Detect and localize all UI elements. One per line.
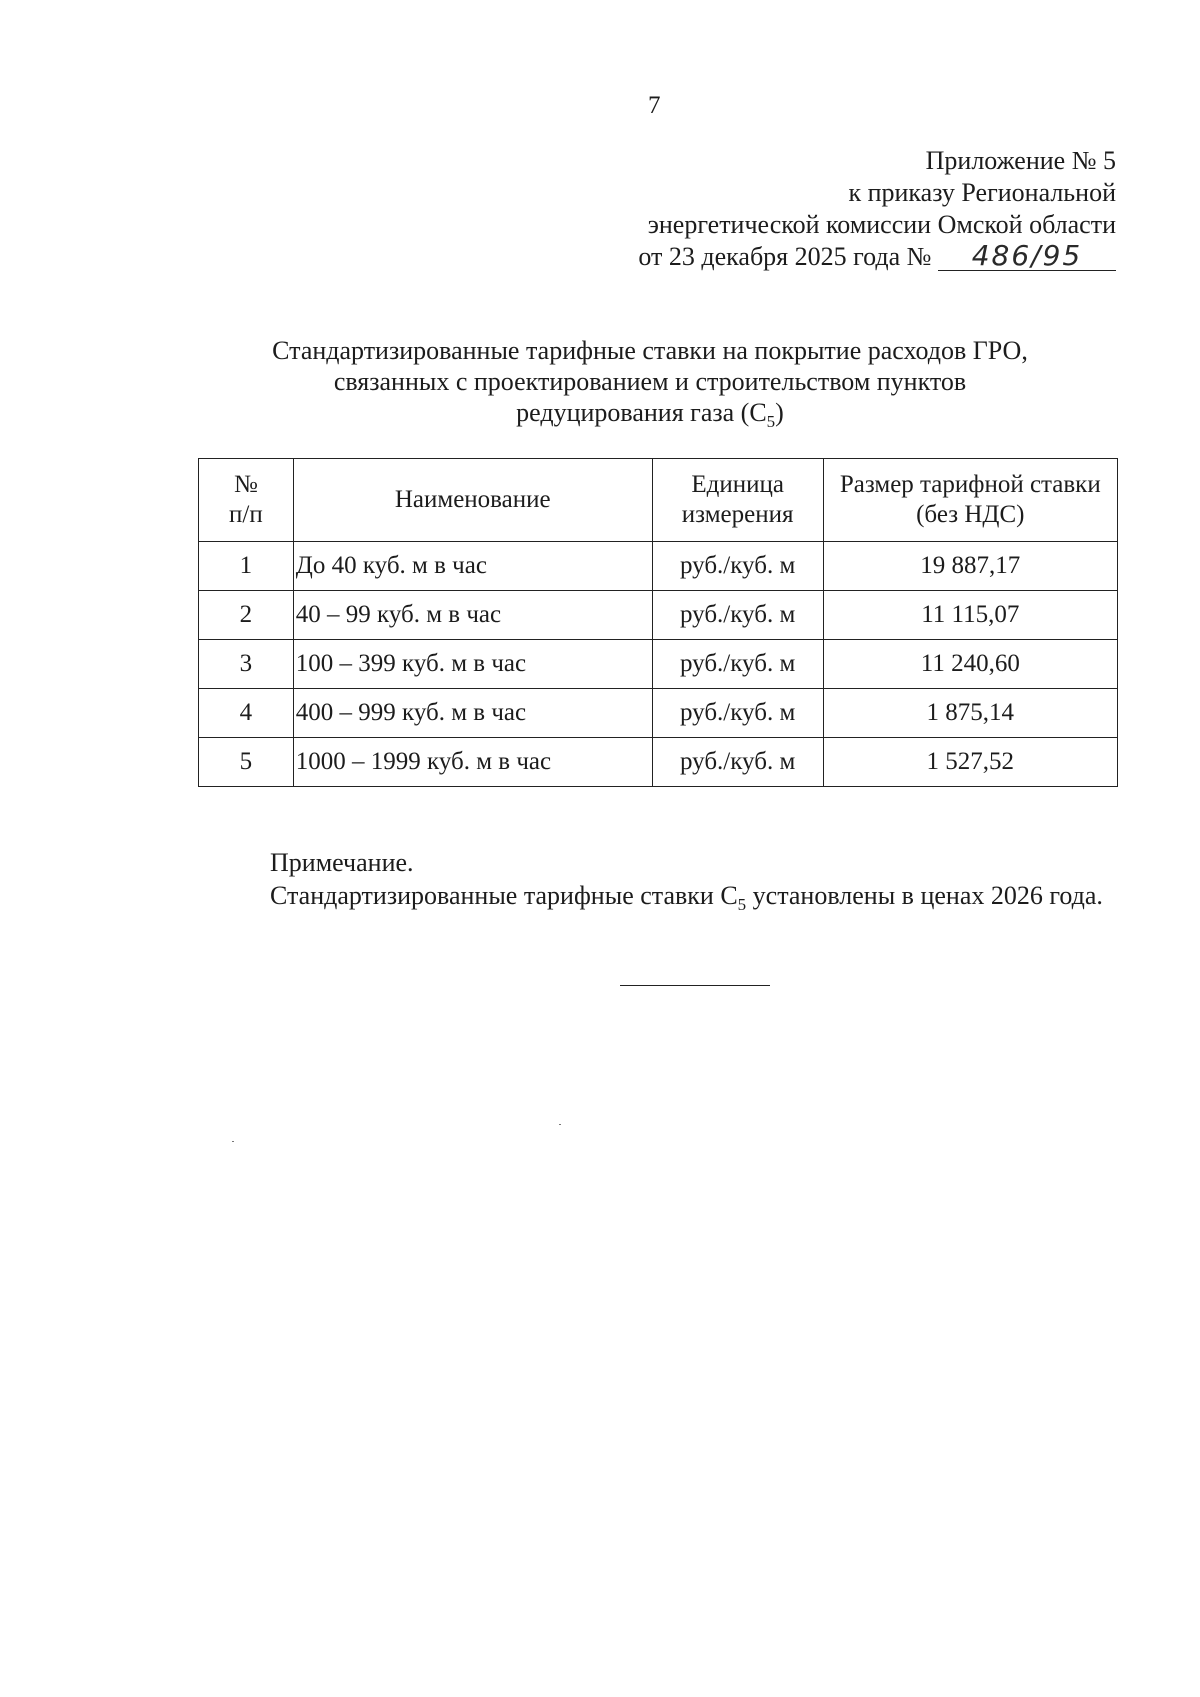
- appendix-line-4: [516, 241, 1116, 273]
- row-rate: 1 527,52: [823, 738, 1117, 787]
- table-row: [199, 640, 1118, 689]
- table-row: [199, 738, 1118, 787]
- row-name: 400 – 999 куб. м в час: [293, 689, 652, 738]
- appendix-line-3: энергетической комиссии Омской области: [647, 210, 1116, 239]
- title-line-1: Стандартизированные тарифные ставки на покрытие расходов ГРО,: [272, 336, 1028, 365]
- row-unit: руб./куб. м: [652, 738, 823, 787]
- table-row: [199, 542, 1118, 591]
- row-unit: руб./куб. м: [652, 542, 823, 591]
- table-row: [199, 591, 1118, 640]
- note-text: [198, 880, 1118, 921]
- header-rate-line-2: (без НДС): [916, 501, 1025, 528]
- row-unit: руб./куб. м: [652, 640, 823, 689]
- appendix-line-1: Приложение № 5: [925, 146, 1116, 175]
- document-title: [180, 335, 1120, 437]
- row-name: До 40 куб. м в час: [293, 542, 652, 591]
- handwritten-order-number: 486/95: [938, 242, 1116, 271]
- title-line-3-prefix: редуцирования газа (С: [516, 398, 767, 427]
- header-unit-line-2: измерения: [681, 501, 794, 528]
- page-number: 7: [648, 92, 661, 119]
- header-num-line-1: №: [233, 471, 258, 498]
- title-subscript: 5: [766, 412, 776, 432]
- scan-speck: [559, 1124, 561, 1125]
- appendix-line-2: к приказу Региональной: [848, 178, 1116, 207]
- row-unit: руб./куб. м: [652, 591, 823, 640]
- header-rate-line-1: Размер тарифной ставки: [839, 471, 1101, 498]
- header-unit: [652, 459, 823, 542]
- header-rate: [823, 459, 1117, 542]
- row-num: 3: [199, 640, 294, 689]
- row-num: 1: [199, 542, 294, 591]
- header-name: Наименование: [293, 459, 652, 542]
- row-num: 2: [199, 591, 294, 640]
- header-num-line-2: п/п: [229, 501, 263, 528]
- note-text-suffix: установлены в ценах 2026 года.: [746, 881, 1103, 910]
- table-header-row: [199, 459, 1118, 542]
- note-subscript: 5: [737, 895, 747, 915]
- title-line-3: [180, 397, 1120, 437]
- tariff-table: [198, 458, 1118, 787]
- appendix-header: [516, 145, 1116, 273]
- header-unit-line-1: Единица: [691, 471, 784, 498]
- row-unit: руб./куб. м: [652, 689, 823, 738]
- end-divider: [620, 985, 770, 986]
- row-rate: 11 240,60: [823, 640, 1117, 689]
- table-row: [199, 689, 1118, 738]
- row-num: 4: [199, 689, 294, 738]
- order-date: от 23 декабря 2025 года №: [638, 242, 932, 271]
- row-name: 1000 – 1999 куб. м в час: [293, 738, 652, 787]
- scan-speck: [232, 1141, 234, 1142]
- note-text-prefix: Стандартизированные тарифные ставки С: [270, 881, 738, 910]
- note-heading: Примечание.: [270, 848, 414, 877]
- header-num: [199, 459, 294, 542]
- row-name: 40 – 99 куб. м в час: [293, 591, 652, 640]
- row-rate: 19 887,17: [823, 542, 1117, 591]
- row-rate: 11 115,07: [823, 591, 1117, 640]
- row-name: 100 – 399 куб. м в час: [293, 640, 652, 689]
- title-line-3-suffix: ): [775, 398, 784, 427]
- row-rate: 1 875,14: [823, 689, 1117, 738]
- title-line-2: связанных с проектированием и строительством пунктов: [333, 367, 967, 396]
- row-num: 5: [199, 738, 294, 787]
